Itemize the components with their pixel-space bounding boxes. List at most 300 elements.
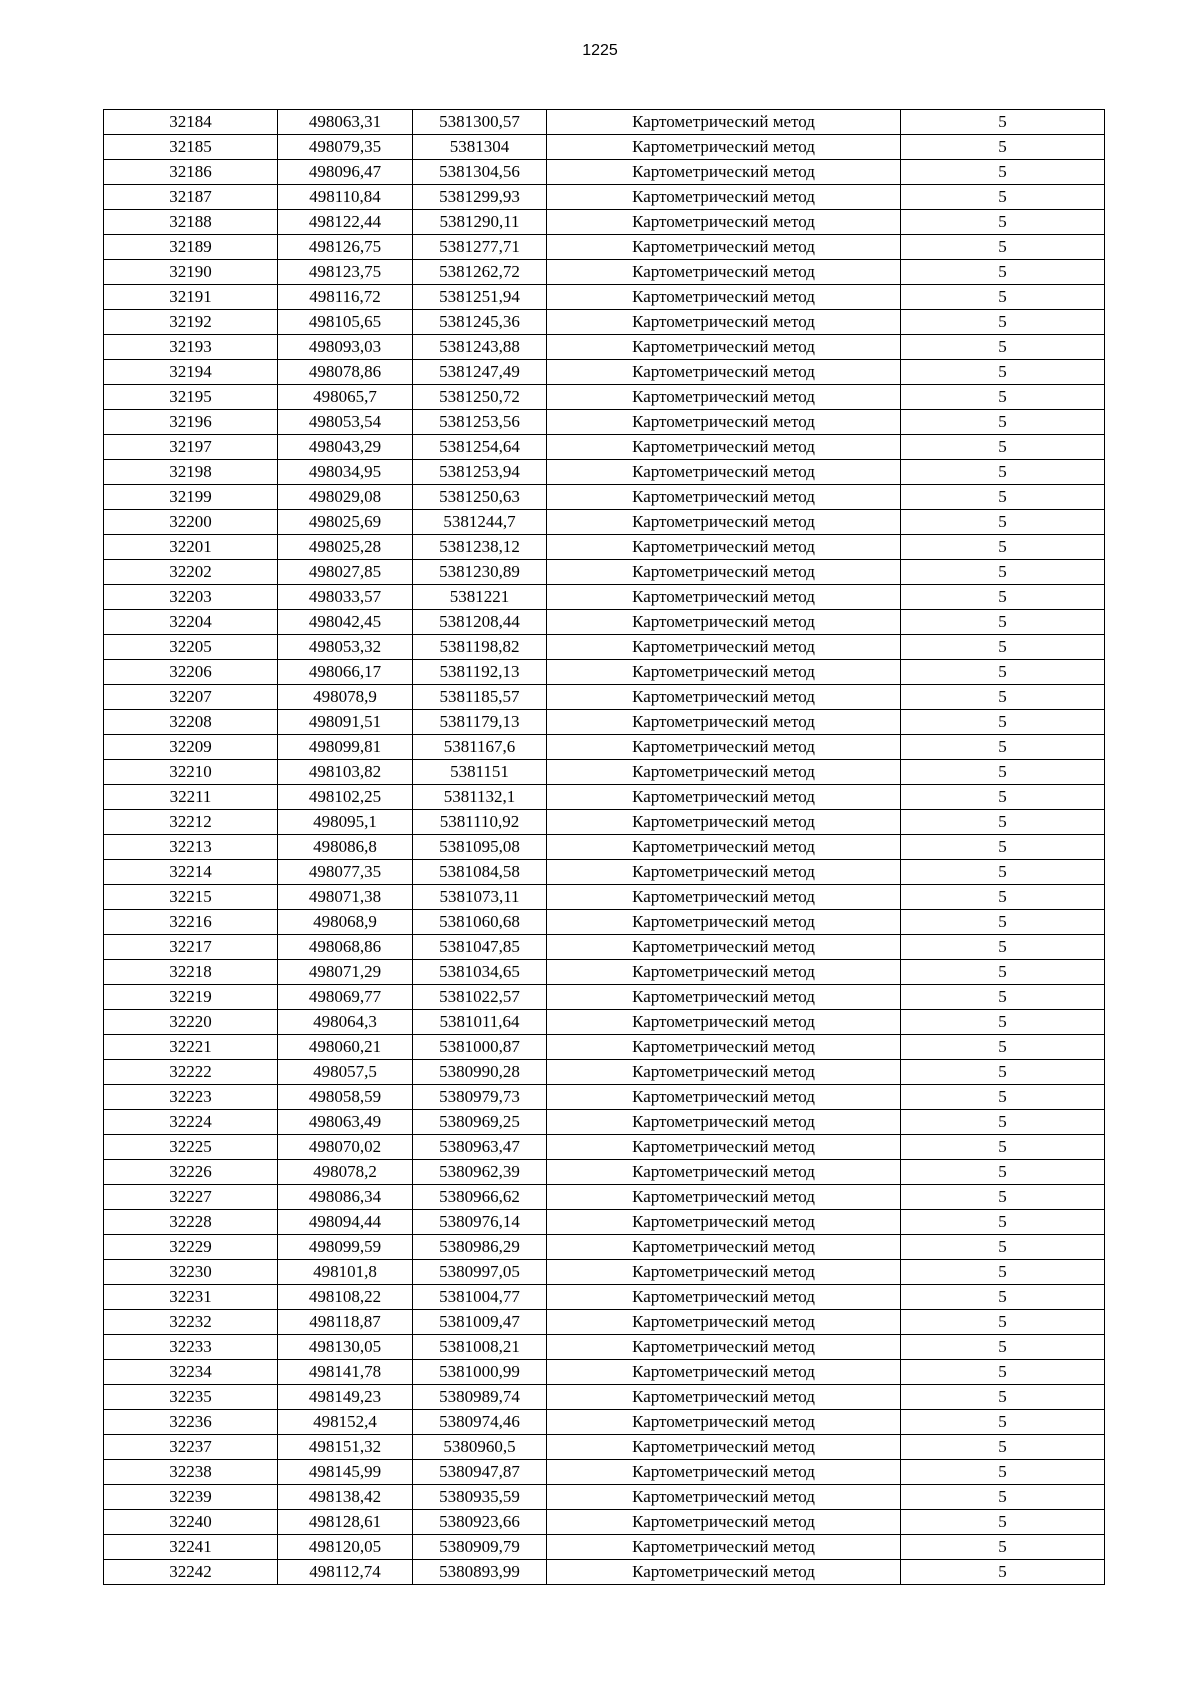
point-number-cell: 32217 — [104, 935, 278, 960]
x-coordinate-cell: 498118,87 — [278, 1310, 413, 1335]
y-coordinate-cell: 5381132,1 — [413, 785, 547, 810]
method-cell: Картометрический метод — [547, 1135, 901, 1160]
table-row — [104, 1360, 1105, 1385]
accuracy-cell: 5 — [901, 1310, 1105, 1335]
accuracy-cell: 5 — [901, 810, 1105, 835]
y-coordinate-cell: 5381004,77 — [413, 1285, 547, 1310]
point-number-cell: 32241 — [104, 1535, 278, 1560]
x-coordinate-cell: 498093,03 — [278, 335, 413, 360]
method-cell: Картометрический метод — [547, 1160, 901, 1185]
x-coordinate-cell: 498053,54 — [278, 410, 413, 435]
y-coordinate-cell: 5381167,6 — [413, 735, 547, 760]
accuracy-cell: 5 — [901, 1010, 1105, 1035]
y-coordinate-cell: 5381192,13 — [413, 660, 547, 685]
x-coordinate-cell: 498068,86 — [278, 935, 413, 960]
point-number-cell: 32224 — [104, 1110, 278, 1135]
point-number-cell: 32208 — [104, 710, 278, 735]
accuracy-cell: 5 — [901, 1560, 1105, 1585]
point-number-cell: 32207 — [104, 685, 278, 710]
y-coordinate-cell: 5381110,92 — [413, 810, 547, 835]
x-coordinate-cell: 498070,02 — [278, 1135, 413, 1160]
x-coordinate-cell: 498151,32 — [278, 1435, 413, 1460]
accuracy-cell: 5 — [901, 260, 1105, 285]
x-coordinate-cell: 498033,57 — [278, 585, 413, 610]
y-coordinate-cell: 5380893,99 — [413, 1560, 547, 1585]
method-cell: Картометрический метод — [547, 1360, 901, 1385]
y-coordinate-cell: 5380989,74 — [413, 1385, 547, 1410]
table-row — [104, 1310, 1105, 1335]
method-cell: Картометрический метод — [547, 660, 901, 685]
x-coordinate-cell: 498102,25 — [278, 785, 413, 810]
accuracy-cell: 5 — [901, 1135, 1105, 1160]
method-cell: Картометрический метод — [547, 1560, 901, 1585]
y-coordinate-cell: 5381290,11 — [413, 210, 547, 235]
point-number-cell: 32205 — [104, 635, 278, 660]
x-coordinate-cell: 498091,51 — [278, 710, 413, 735]
y-coordinate-cell: 5381198,82 — [413, 635, 547, 660]
accuracy-cell: 5 — [901, 410, 1105, 435]
table-row — [104, 685, 1105, 710]
x-coordinate-cell: 498112,74 — [278, 1560, 413, 1585]
y-coordinate-cell: 5380935,59 — [413, 1485, 547, 1510]
accuracy-cell: 5 — [901, 185, 1105, 210]
accuracy-cell: 5 — [901, 785, 1105, 810]
point-number-cell: 32185 — [104, 135, 278, 160]
x-coordinate-cell: 498099,81 — [278, 735, 413, 760]
accuracy-cell: 5 — [901, 885, 1105, 910]
x-coordinate-cell: 498065,7 — [278, 385, 413, 410]
accuracy-cell: 5 — [901, 1285, 1105, 1310]
accuracy-cell: 5 — [901, 285, 1105, 310]
method-cell: Картометрический метод — [547, 1285, 901, 1310]
point-number-cell: 32219 — [104, 985, 278, 1010]
x-coordinate-cell: 498110,84 — [278, 185, 413, 210]
y-coordinate-cell: 5381000,87 — [413, 1035, 547, 1060]
point-number-cell: 32190 — [104, 260, 278, 285]
accuracy-cell: 5 — [901, 985, 1105, 1010]
point-number-cell: 32239 — [104, 1485, 278, 1510]
point-number-cell: 32236 — [104, 1410, 278, 1435]
method-cell: Картометрический метод — [547, 235, 901, 260]
point-number-cell: 32199 — [104, 485, 278, 510]
x-coordinate-cell: 498025,69 — [278, 510, 413, 535]
accuracy-cell: 5 — [901, 1060, 1105, 1085]
point-number-cell: 32194 — [104, 360, 278, 385]
table-row — [104, 1185, 1105, 1210]
accuracy-cell: 5 — [901, 735, 1105, 760]
accuracy-cell: 5 — [901, 1435, 1105, 1460]
y-coordinate-cell: 5380960,5 — [413, 1435, 547, 1460]
accuracy-cell: 5 — [901, 1210, 1105, 1235]
method-cell: Картометрический метод — [547, 735, 901, 760]
x-coordinate-cell: 498027,85 — [278, 560, 413, 585]
y-coordinate-cell: 5380962,39 — [413, 1160, 547, 1185]
x-coordinate-cell: 498145,99 — [278, 1460, 413, 1485]
accuracy-cell: 5 — [901, 1085, 1105, 1110]
x-coordinate-cell: 498120,05 — [278, 1535, 413, 1560]
accuracy-cell: 5 — [901, 160, 1105, 185]
y-coordinate-cell: 5381244,7 — [413, 510, 547, 535]
point-number-cell: 32220 — [104, 1010, 278, 1035]
x-coordinate-cell: 498069,77 — [278, 985, 413, 1010]
y-coordinate-cell: 5381009,47 — [413, 1310, 547, 1335]
point-number-cell: 32229 — [104, 1235, 278, 1260]
table-row — [104, 235, 1105, 260]
x-coordinate-cell: 498042,45 — [278, 610, 413, 635]
accuracy-cell: 5 — [901, 585, 1105, 610]
point-number-cell: 32193 — [104, 335, 278, 360]
table-row — [104, 260, 1105, 285]
page-number: 1225 — [582, 42, 618, 59]
table-row — [104, 560, 1105, 585]
y-coordinate-cell: 5381060,68 — [413, 910, 547, 935]
table-row — [104, 210, 1105, 235]
point-number-cell: 32223 — [104, 1085, 278, 1110]
y-coordinate-cell: 5380979,73 — [413, 1085, 547, 1110]
method-cell: Картометрический метод — [547, 835, 901, 860]
y-coordinate-cell: 5380909,79 — [413, 1535, 547, 1560]
x-coordinate-cell: 498086,8 — [278, 835, 413, 860]
y-coordinate-cell: 5381047,85 — [413, 935, 547, 960]
point-number-cell: 32233 — [104, 1335, 278, 1360]
method-cell: Картометрический метод — [547, 1085, 901, 1110]
point-number-cell: 32216 — [104, 910, 278, 935]
x-coordinate-cell: 498029,08 — [278, 485, 413, 510]
table-row — [104, 1110, 1105, 1135]
method-cell: Картометрический метод — [547, 785, 901, 810]
method-cell: Картометрический метод — [547, 310, 901, 335]
x-coordinate-cell: 498096,47 — [278, 160, 413, 185]
method-cell: Картометрический метод — [547, 935, 901, 960]
method-cell: Картометрический метод — [547, 1460, 901, 1485]
table-row — [104, 460, 1105, 485]
point-number-cell: 32198 — [104, 460, 278, 485]
method-cell: Картометрический метод — [547, 1535, 901, 1560]
x-coordinate-cell: 498060,21 — [278, 1035, 413, 1060]
coordinates-table-body — [104, 110, 1105, 1585]
y-coordinate-cell: 5380947,87 — [413, 1460, 547, 1485]
table-row — [104, 635, 1105, 660]
point-number-cell: 32212 — [104, 810, 278, 835]
table-row — [104, 1410, 1105, 1435]
x-coordinate-cell: 498058,59 — [278, 1085, 413, 1110]
method-cell: Картометрический метод — [547, 1510, 901, 1535]
accuracy-cell: 5 — [901, 635, 1105, 660]
method-cell: Картометрический метод — [547, 860, 901, 885]
accuracy-cell: 5 — [901, 710, 1105, 735]
accuracy-cell: 5 — [901, 1260, 1105, 1285]
x-coordinate-cell: 498066,17 — [278, 660, 413, 685]
point-number-cell: 32201 — [104, 535, 278, 560]
y-coordinate-cell: 5381300,57 — [413, 110, 547, 135]
x-coordinate-cell: 498128,61 — [278, 1510, 413, 1535]
table-row — [104, 1535, 1105, 1560]
point-number-cell: 32186 — [104, 160, 278, 185]
y-coordinate-cell: 5380990,28 — [413, 1060, 547, 1085]
point-number-cell: 32195 — [104, 385, 278, 410]
point-number-cell: 32228 — [104, 1210, 278, 1235]
point-number-cell: 32211 — [104, 785, 278, 810]
table-row — [104, 510, 1105, 535]
coordinates-table — [103, 109, 1105, 1585]
point-number-cell: 32187 — [104, 185, 278, 210]
x-coordinate-cell: 498149,23 — [278, 1385, 413, 1410]
y-coordinate-cell: 5381304 — [413, 135, 547, 160]
y-coordinate-cell: 5381304,56 — [413, 160, 547, 185]
method-cell: Картометрический метод — [547, 1335, 901, 1360]
method-cell: Картометрический метод — [547, 960, 901, 985]
method-cell: Картометрический метод — [547, 1185, 901, 1210]
method-cell: Картометрический метод — [547, 385, 901, 410]
method-cell: Картометрический метод — [547, 210, 901, 235]
method-cell: Картометрический метод — [547, 885, 901, 910]
point-number-cell: 32210 — [104, 760, 278, 785]
y-coordinate-cell: 5381253,94 — [413, 460, 547, 485]
point-number-cell: 32191 — [104, 285, 278, 310]
accuracy-cell: 5 — [901, 960, 1105, 985]
table-row — [104, 435, 1105, 460]
y-coordinate-cell: 5381011,64 — [413, 1010, 547, 1035]
point-number-cell: 32184 — [104, 110, 278, 135]
y-coordinate-cell: 5381084,58 — [413, 860, 547, 885]
method-cell: Картометрический метод — [547, 810, 901, 835]
table-row — [104, 360, 1105, 385]
table-row — [104, 110, 1105, 135]
table-row — [104, 1060, 1105, 1085]
method-cell: Картометрический метод — [547, 985, 901, 1010]
table-row — [104, 735, 1105, 760]
x-coordinate-cell: 498079,35 — [278, 135, 413, 160]
method-cell: Картометрический метод — [547, 760, 901, 785]
method-cell: Картометрический метод — [547, 460, 901, 485]
accuracy-cell: 5 — [901, 1160, 1105, 1185]
method-cell: Картометрический метод — [547, 1060, 901, 1085]
y-coordinate-cell: 5380986,29 — [413, 1235, 547, 1260]
point-number-cell: 32240 — [104, 1510, 278, 1535]
accuracy-cell: 5 — [901, 1335, 1105, 1360]
table-row — [104, 535, 1105, 560]
method-cell: Картометрический метод — [547, 1210, 901, 1235]
y-coordinate-cell: 5381221 — [413, 585, 547, 610]
table-row — [104, 860, 1105, 885]
table-row — [104, 1235, 1105, 1260]
x-coordinate-cell: 498078,2 — [278, 1160, 413, 1185]
table-row — [104, 410, 1105, 435]
accuracy-cell: 5 — [901, 835, 1105, 860]
table-row — [104, 760, 1105, 785]
x-coordinate-cell: 498063,49 — [278, 1110, 413, 1135]
method-cell: Картометрический метод — [547, 1235, 901, 1260]
accuracy-cell: 5 — [901, 1485, 1105, 1510]
table-row — [104, 960, 1105, 985]
accuracy-cell: 5 — [901, 1110, 1105, 1135]
accuracy-cell: 5 — [901, 335, 1105, 360]
method-cell: Картометрический метод — [547, 110, 901, 135]
x-coordinate-cell: 498094,44 — [278, 1210, 413, 1235]
method-cell: Картометрический метод — [547, 1485, 901, 1510]
point-number-cell: 32222 — [104, 1060, 278, 1085]
point-number-cell: 32235 — [104, 1385, 278, 1410]
point-number-cell: 32188 — [104, 210, 278, 235]
x-coordinate-cell: 498105,65 — [278, 310, 413, 335]
accuracy-cell: 5 — [901, 1185, 1105, 1210]
table-row — [104, 935, 1105, 960]
x-coordinate-cell: 498025,28 — [278, 535, 413, 560]
x-coordinate-cell: 498099,59 — [278, 1235, 413, 1260]
accuracy-cell: 5 — [901, 760, 1105, 785]
table-row — [104, 1485, 1105, 1510]
x-coordinate-cell: 498126,75 — [278, 235, 413, 260]
method-cell: Картометрический метод — [547, 1385, 901, 1410]
method-cell: Картометрический метод — [547, 1410, 901, 1435]
y-coordinate-cell: 5380974,46 — [413, 1410, 547, 1435]
x-coordinate-cell: 498063,31 — [278, 110, 413, 135]
accuracy-cell: 5 — [901, 610, 1105, 635]
point-number-cell: 32221 — [104, 1035, 278, 1060]
accuracy-cell: 5 — [901, 935, 1105, 960]
y-coordinate-cell: 5381000,99 — [413, 1360, 547, 1385]
y-coordinate-cell: 5381151 — [413, 760, 547, 785]
x-coordinate-cell: 498138,42 — [278, 1485, 413, 1510]
method-cell: Картометрический метод — [547, 185, 901, 210]
accuracy-cell: 5 — [901, 435, 1105, 460]
x-coordinate-cell: 498053,32 — [278, 635, 413, 660]
accuracy-cell: 5 — [901, 1460, 1105, 1485]
point-number-cell: 32237 — [104, 1435, 278, 1460]
method-cell: Картометрический метод — [547, 560, 901, 585]
y-coordinate-cell: 5381299,93 — [413, 185, 547, 210]
method-cell: Картометрический метод — [547, 335, 901, 360]
x-coordinate-cell: 498071,29 — [278, 960, 413, 985]
x-coordinate-cell: 498123,75 — [278, 260, 413, 285]
method-cell: Картометрический метод — [547, 160, 901, 185]
x-coordinate-cell: 498057,5 — [278, 1060, 413, 1085]
accuracy-cell: 5 — [901, 1510, 1105, 1535]
point-number-cell: 32209 — [104, 735, 278, 760]
point-number-cell: 32225 — [104, 1135, 278, 1160]
accuracy-cell: 5 — [901, 535, 1105, 560]
table-row — [104, 610, 1105, 635]
table-row — [104, 885, 1105, 910]
table-row — [104, 835, 1105, 860]
method-cell: Картометрический метод — [547, 1260, 901, 1285]
accuracy-cell: 5 — [901, 110, 1105, 135]
y-coordinate-cell: 5381073,11 — [413, 885, 547, 910]
x-coordinate-cell: 498103,82 — [278, 760, 413, 785]
x-coordinate-cell: 498141,78 — [278, 1360, 413, 1385]
table-row — [104, 1335, 1105, 1360]
y-coordinate-cell: 5381185,57 — [413, 685, 547, 710]
table-row — [104, 1435, 1105, 1460]
method-cell: Картометрический метод — [547, 635, 901, 660]
point-number-cell: 32202 — [104, 560, 278, 585]
point-number-cell: 32242 — [104, 1560, 278, 1585]
method-cell: Картометрический метод — [547, 435, 901, 460]
y-coordinate-cell: 5381253,56 — [413, 410, 547, 435]
table-row — [104, 1385, 1105, 1410]
accuracy-cell: 5 — [901, 235, 1105, 260]
table-row — [104, 585, 1105, 610]
point-number-cell: 32192 — [104, 310, 278, 335]
table-row — [104, 310, 1105, 335]
accuracy-cell: 5 — [901, 660, 1105, 685]
point-number-cell: 32214 — [104, 860, 278, 885]
accuracy-cell: 5 — [901, 510, 1105, 535]
y-coordinate-cell: 5381208,44 — [413, 610, 547, 635]
point-number-cell: 32231 — [104, 1285, 278, 1310]
table-row — [104, 660, 1105, 685]
point-number-cell: 32238 — [104, 1460, 278, 1485]
method-cell: Картометрический метод — [547, 485, 901, 510]
x-coordinate-cell: 498078,86 — [278, 360, 413, 385]
point-number-cell: 32204 — [104, 610, 278, 635]
x-coordinate-cell: 498077,35 — [278, 860, 413, 885]
x-coordinate-cell: 498116,72 — [278, 285, 413, 310]
accuracy-cell: 5 — [901, 1235, 1105, 1260]
table-row — [104, 485, 1105, 510]
y-coordinate-cell: 5381230,89 — [413, 560, 547, 585]
point-number-cell: 32196 — [104, 410, 278, 435]
method-cell: Картометрический метод — [547, 685, 901, 710]
table-row — [104, 1085, 1105, 1110]
accuracy-cell: 5 — [901, 1035, 1105, 1060]
table-row — [104, 1210, 1105, 1235]
point-number-cell: 32213 — [104, 835, 278, 860]
table-row — [104, 285, 1105, 310]
table-row — [104, 135, 1105, 160]
method-cell: Картометрический метод — [547, 710, 901, 735]
accuracy-cell: 5 — [901, 860, 1105, 885]
y-coordinate-cell: 5381251,94 — [413, 285, 547, 310]
accuracy-cell: 5 — [901, 1535, 1105, 1560]
method-cell: Картометрический метод — [547, 535, 901, 560]
accuracy-cell: 5 — [901, 685, 1105, 710]
method-cell: Картометрический метод — [547, 260, 901, 285]
x-coordinate-cell: 498071,38 — [278, 885, 413, 910]
table-row — [104, 1160, 1105, 1185]
table-row — [104, 1035, 1105, 1060]
table-row — [104, 1460, 1105, 1485]
table-row — [104, 1260, 1105, 1285]
method-cell: Картометрический метод — [547, 1110, 901, 1135]
table-row — [104, 1135, 1105, 1160]
point-number-cell: 32206 — [104, 660, 278, 685]
method-cell: Картометрический метод — [547, 585, 901, 610]
table-row — [104, 810, 1105, 835]
accuracy-cell: 5 — [901, 135, 1105, 160]
method-cell: Картометрический метод — [547, 360, 901, 385]
y-coordinate-cell: 5381277,71 — [413, 235, 547, 260]
method-cell: Картометрический метод — [547, 1310, 901, 1335]
accuracy-cell: 5 — [901, 1385, 1105, 1410]
table-row — [104, 185, 1105, 210]
y-coordinate-cell: 5381179,13 — [413, 710, 547, 735]
x-coordinate-cell: 498101,8 — [278, 1260, 413, 1285]
y-coordinate-cell: 5381034,65 — [413, 960, 547, 985]
point-number-cell: 32200 — [104, 510, 278, 535]
table-row — [104, 710, 1105, 735]
y-coordinate-cell: 5380966,62 — [413, 1185, 547, 1210]
x-coordinate-cell: 498064,3 — [278, 1010, 413, 1035]
x-coordinate-cell: 498108,22 — [278, 1285, 413, 1310]
table-row — [104, 1285, 1105, 1310]
table-row — [104, 335, 1105, 360]
y-coordinate-cell: 5380969,25 — [413, 1110, 547, 1135]
accuracy-cell: 5 — [901, 1410, 1105, 1435]
method-cell: Картометрический метод — [547, 285, 901, 310]
table-row — [104, 1510, 1105, 1535]
accuracy-cell: 5 — [901, 210, 1105, 235]
